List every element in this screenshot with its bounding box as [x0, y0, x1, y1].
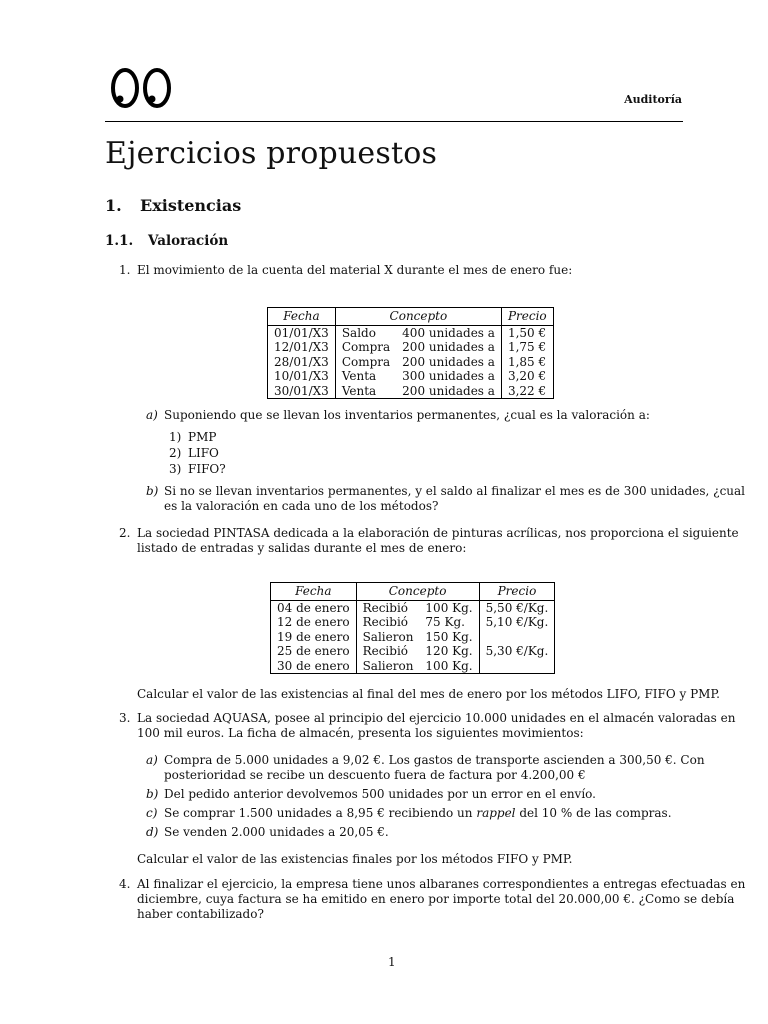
exercise-1a-text: Suponiendo que se llevan los inventarios permanentes, ¿cual es la valoración a:: [164, 408, 650, 422]
list-item-number: 2): [169, 446, 182, 460]
table-cell: 1,75 €: [501, 340, 553, 355]
exercise-2-closing: Calcular el valor de las existencias al final del mes de enero por los métodos LIFO, FIFO y PMP.: [137, 687, 720, 701]
table-cell: 300 unidades a: [402, 369, 495, 383]
table-row: [271, 615, 555, 630]
list-item: FIFO?: [188, 462, 226, 476]
header-subject: Auditoría: [624, 93, 682, 106]
table-header-row: [271, 583, 555, 601]
exercise-3-closing: Calcular el valor de las existencias finales por los métodos FIFO y PMP.: [137, 852, 573, 866]
table-cell: Recibió: [356, 644, 419, 659]
table-cell: 100 Kg.: [425, 600, 473, 615]
exercise-3d-text: Se venden 2.000 unidades a 20,05 €.: [164, 825, 389, 839]
subsection-heading: [105, 233, 228, 249]
table-cell: 5,30 €/Kg.: [479, 644, 555, 659]
table-cell: 30/01/X3: [274, 383, 329, 398]
table-cell: 3,20 €: [501, 369, 553, 384]
table-header: Concepto: [335, 308, 501, 326]
exercise-4-text: Al finalizar el ejercicio, la empresa tiene unos albaranes correspondientes a entregas efectuadas en: [137, 877, 746, 891]
exercise-1-number: 1.: [119, 263, 131, 277]
list-item: LIFO: [188, 446, 219, 460]
table-row: [268, 355, 554, 370]
table-header: Concepto: [356, 583, 479, 601]
exercise-3b-text: Del pedido anterior devolvemos 500 unidades por un error en el envío.: [164, 787, 596, 801]
table-cell: Saldo: [335, 325, 396, 340]
table-cell: 100 Kg.: [425, 658, 473, 673]
exercise-1b-label: b): [146, 484, 159, 498]
logo-icon: [110, 66, 174, 114]
subsection-number: 1.1.: [105, 233, 134, 249]
table-cell: 5,10 €/Kg.: [479, 615, 555, 630]
table-header: Fecha: [271, 583, 357, 601]
table-cell: [479, 630, 555, 645]
subsection-title: Valoración: [148, 233, 229, 249]
exercise-3a-text: posterioridad se recibe un descuento fuera de factura por 4.200,00 €: [164, 768, 586, 782]
table-cell: 01/01/X3: [274, 325, 329, 340]
exercise-3-text: La sociedad AQUASA, posee al principio del ejercicio 10.000 unidades en el almacén valoradas en: [137, 711, 736, 725]
table-cell: Recibió: [356, 600, 419, 615]
table-cell: 12/01/X3: [274, 340, 329, 354]
header-rule: [105, 121, 683, 122]
table-cell: [479, 659, 555, 674]
list-item: PMP: [188, 430, 217, 444]
section-number: 1.: [105, 196, 122, 215]
table-cell: 150 Kg.: [425, 629, 473, 644]
table-cell: 10/01/X3: [274, 369, 329, 383]
table-cell: 1,50 €: [501, 325, 553, 340]
table-row: [268, 325, 554, 340]
table-cell: Recibió: [356, 615, 419, 630]
table-row: [271, 630, 555, 645]
section-title: Existencias: [140, 196, 242, 215]
table-cell: 12 de enero: [277, 615, 350, 629]
table-row: [268, 340, 554, 355]
table-cell: 200 unidades a: [402, 383, 495, 398]
page-title: Ejercicios propuestos: [105, 136, 438, 171]
table-cell: Compra: [335, 355, 396, 370]
table-cell: 19 de enero: [277, 629, 350, 644]
table-cell: Salieron: [356, 659, 419, 674]
exercise-4-text: diciembre, cuya factura se ha emitido en enero por importe total del 20.000,00 €. ¿Como se debía: [137, 892, 735, 906]
exercise-1b-text: es la valoración en cada uno de los métodos?: [164, 499, 439, 513]
table-cell: 75 Kg.: [425, 615, 465, 629]
exercise-2-text: La sociedad PINTASA dedicada a la elaboración de pinturas acrílicas, nos proporciona el siguiente: [137, 526, 739, 540]
list-item-number: 1): [169, 430, 182, 444]
exercise-1-text: El movimiento de la cuenta del material X durante el mes de enero fue:: [137, 263, 573, 277]
exercise-3-number: 3.: [119, 711, 131, 725]
table-header: Fecha: [268, 308, 336, 326]
exercise-2-number: 2.: [119, 526, 131, 540]
exercise-3d-label: d): [146, 825, 159, 839]
rappel-term: rappel: [476, 806, 516, 820]
exercise-3c-text-end: del 10 % de las compras.: [515, 806, 672, 820]
table-cell: 30 de enero: [277, 658, 350, 673]
table-cell: 3,22 €: [501, 384, 553, 399]
table-cell: Compra: [335, 340, 396, 355]
table-row: [268, 384, 554, 399]
table-row: [271, 644, 555, 659]
table-cell: Salieron: [356, 630, 419, 645]
exercise-1a-label: a): [146, 408, 158, 422]
page-number: 1: [388, 955, 396, 969]
exercise-1b-text: Si no se llevan inventarios permanentes, y el saldo al finalizar el mes es de 300 unidades, ¿cual: [164, 484, 746, 498]
exercise-3b-label: b): [146, 787, 159, 801]
table-cell: 200 unidades a: [402, 354, 495, 369]
table-cell: 1,85 €: [501, 355, 553, 370]
exercise-3c-text: [164, 806, 672, 821]
table-cell: 400 unidades a: [402, 325, 495, 340]
exercise-3a-text: Compra de 5.000 unidades a 9,02 €. Los gastos de transporte ascienden a 300,50 €. Con: [164, 753, 705, 767]
list-item-number: 3): [169, 462, 182, 476]
exercise-3c-label: c): [146, 806, 158, 820]
table-row: [271, 659, 555, 674]
exercise-2-table: [270, 582, 555, 674]
table-header-row: [268, 308, 554, 326]
table-row: [271, 600, 555, 615]
table-row: [268, 369, 554, 384]
table-header: Precio: [479, 583, 555, 601]
exercise-4-text: haber contabilizado?: [137, 907, 264, 921]
exercise-4-number: 4.: [119, 877, 131, 891]
table-cell: Venta: [335, 369, 396, 384]
exercise-3-text: 100 mil euros. La ficha de almacén, presenta los siguientes movimientos:: [137, 726, 584, 740]
table-cell: Venta: [335, 384, 396, 399]
exercise-2-text: listado de entradas y salidas durante el mes de enero:: [137, 541, 467, 555]
table-cell: 28/01/X3: [274, 354, 329, 369]
exercise-3a-label: a): [146, 753, 158, 767]
exercise-1-table: [267, 307, 554, 399]
table-cell: 120 Kg.: [425, 644, 473, 658]
section-heading: [105, 196, 241, 215]
exercise-3c-text-start: Se comprar 1.500 unidades a 8,95 € recibiendo un: [164, 806, 477, 820]
table-header: Precio: [501, 308, 553, 326]
table-cell: 25 de enero: [277, 644, 350, 658]
table-cell: 5,50 €/Kg.: [479, 600, 555, 615]
table-cell: 200 unidades a: [402, 340, 495, 354]
table-cell: 04 de enero: [277, 600, 350, 615]
